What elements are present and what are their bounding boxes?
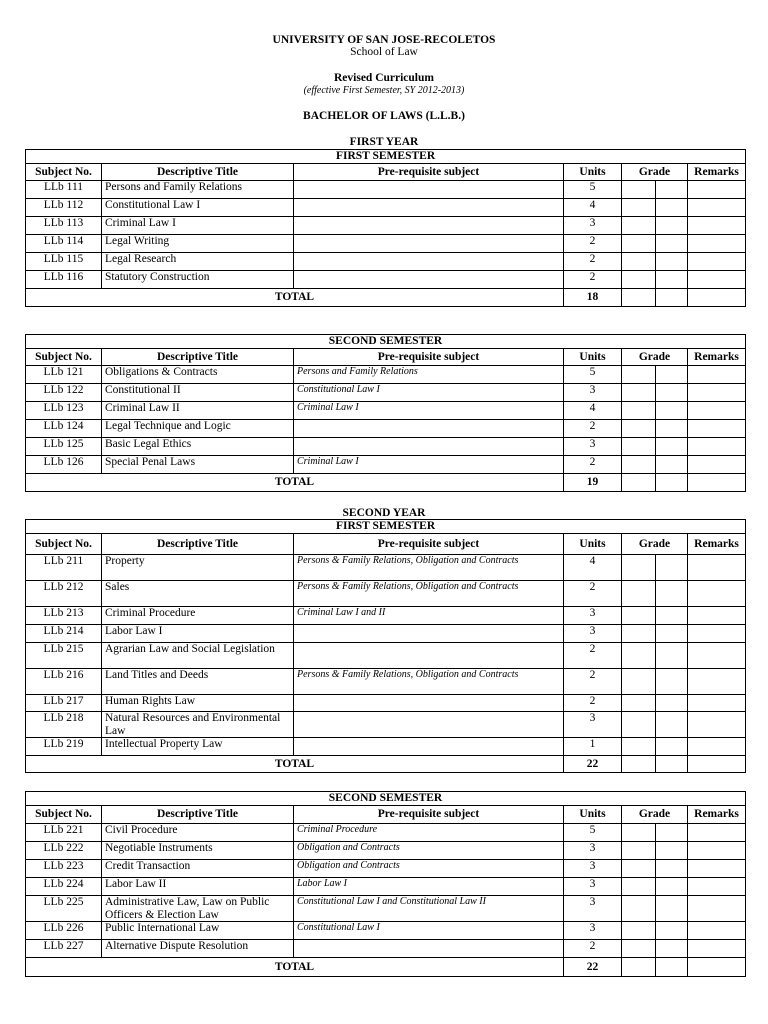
subject-code: LLb 222: [26, 842, 102, 860]
total-row: [26, 756, 746, 773]
subject-code: LLb 213: [26, 607, 102, 625]
table-row: [26, 181, 746, 199]
remarks-cell: [688, 940, 746, 958]
grade-cell: [622, 878, 656, 896]
total-units: 18: [564, 289, 622, 307]
col-subject-no: Subject No.: [26, 806, 102, 824]
units: 4: [564, 402, 622, 420]
prereq: [294, 625, 564, 643]
remarks-cell: [688, 217, 746, 235]
subject-title: Basic Legal Ethics: [102, 438, 294, 456]
grade-cell: [656, 235, 688, 253]
col-remarks: Remarks: [688, 806, 746, 824]
grade-cell: [622, 940, 656, 958]
table-row: [26, 217, 746, 235]
units: 2: [564, 456, 622, 474]
table-row: [26, 366, 746, 384]
subject-code: LLb 218: [26, 712, 102, 738]
total-row: [26, 474, 746, 492]
subject-title: Special Penal Laws: [102, 456, 294, 474]
grade-cell: [622, 756, 656, 773]
grade-cell: [656, 217, 688, 235]
grade-cell: [622, 695, 656, 712]
semester-label: SECOND SEMESTER: [26, 792, 746, 806]
prereq: [294, 712, 564, 738]
curriculum-table: [25, 334, 746, 492]
col-title: Descriptive Title: [102, 164, 294, 181]
col-grade: Grade: [622, 806, 688, 824]
col-subject-no: Subject No.: [26, 164, 102, 181]
col-title: Descriptive Title: [102, 349, 294, 366]
prereq: Obligation and Contracts: [294, 860, 564, 878]
grade-cell: [622, 958, 656, 977]
grade-cell: [622, 842, 656, 860]
table-row: [26, 922, 746, 940]
subject-title: Natural Resources and Environmental Law: [102, 712, 294, 738]
university-name: UNIVERSITY OF SAN JOSE-RECOLETOS: [272, 34, 496, 46]
total-label: TOTAL: [26, 756, 564, 773]
prereq: Persons and Family Relations: [294, 366, 564, 384]
grade-cell: [656, 607, 688, 625]
grade-cell: [656, 384, 688, 402]
units: 3: [564, 384, 622, 402]
units: 2: [564, 253, 622, 271]
grade-cell: [622, 420, 656, 438]
remarks-cell: [688, 366, 746, 384]
subject-code: LLb 221: [26, 824, 102, 842]
table-row: [26, 669, 746, 695]
grade-cell: [656, 181, 688, 199]
col-units: Units: [564, 806, 622, 824]
grade-cell: [656, 738, 688, 756]
table-row: [26, 199, 746, 217]
table-row: [26, 253, 746, 271]
prereq: [294, 235, 564, 253]
grade-cell: [622, 217, 656, 235]
grade-cell: [656, 842, 688, 860]
subject-title: Labor Law II: [102, 878, 294, 896]
subject-code: LLb 124: [26, 420, 102, 438]
table-row: [26, 581, 746, 607]
subject-title: Legal Research: [102, 253, 294, 271]
total-units: 19: [564, 474, 622, 492]
total-label: TOTAL: [26, 958, 564, 977]
table-row: [26, 384, 746, 402]
col-grade: Grade: [622, 534, 688, 555]
subject-title: Property: [102, 555, 294, 581]
table-row: [26, 896, 746, 922]
subject-code: LLb 227: [26, 940, 102, 958]
table-row: [26, 555, 746, 581]
table-row: [26, 438, 746, 456]
prereq: Persons & Family Relations, Obligation and Contracts: [294, 555, 564, 581]
units: 2: [564, 695, 622, 712]
grade-cell: [656, 271, 688, 289]
degree-title: BACHELOR OF LAWS (L.L.B.): [303, 110, 465, 122]
remarks-cell: [688, 474, 746, 492]
grade-cell: [656, 474, 688, 492]
subject-title: Constitutional II: [102, 384, 294, 402]
remarks-cell: [688, 456, 746, 474]
subject-code: LLb 217: [26, 695, 102, 712]
subject-title: Civil Procedure: [102, 824, 294, 842]
grade-cell: [656, 625, 688, 643]
remarks-cell: [688, 669, 746, 695]
grade-cell: [622, 235, 656, 253]
remarks-cell: [688, 555, 746, 581]
table-row: [26, 271, 746, 289]
curriculum-table: [25, 791, 746, 977]
semester-label: FIRST SEMESTER: [26, 520, 746, 534]
year-label: SECOND YEAR: [342, 507, 426, 519]
grade-cell: [622, 922, 656, 940]
remarks-cell: [688, 695, 746, 712]
table-row: [26, 235, 746, 253]
prereq: Constitutional Law I: [294, 922, 564, 940]
col-prereq: Pre-requisite subject: [294, 164, 564, 181]
prereq: Persons & Family Relations, Obligation and Contracts: [294, 581, 564, 607]
grade-cell: [622, 669, 656, 695]
subject-code: LLb 122: [26, 384, 102, 402]
grade-cell: [622, 824, 656, 842]
subject-code: LLb 214: [26, 625, 102, 643]
subject-title: Agrarian Law and Social Legislation: [102, 643, 294, 669]
prereq: Constitutional Law I and Constitutional Law II: [294, 896, 564, 922]
prereq: [294, 217, 564, 235]
units: 2: [564, 581, 622, 607]
subject-code: LLb 123: [26, 402, 102, 420]
remarks-cell: [688, 896, 746, 922]
table-row: [26, 695, 746, 712]
grade-cell: [622, 199, 656, 217]
subject-title: Legal Writing: [102, 235, 294, 253]
remarks-cell: [688, 235, 746, 253]
remarks-cell: [688, 625, 746, 643]
prereq: Persons & Family Relations, Obligation and Contracts: [294, 669, 564, 695]
prereq: Constitutional Law I: [294, 384, 564, 402]
effective-date: (effective First Semester, SY 2012-2013): [303, 85, 465, 96]
remarks-cell: [688, 438, 746, 456]
prereq: [294, 695, 564, 712]
grade-cell: [622, 555, 656, 581]
units: 2: [564, 669, 622, 695]
units: 3: [564, 438, 622, 456]
remarks-cell: [688, 581, 746, 607]
table-row: [26, 738, 746, 756]
remarks-cell: [688, 607, 746, 625]
table-row: [26, 402, 746, 420]
grade-cell: [656, 420, 688, 438]
col-remarks: Remarks: [688, 164, 746, 181]
grade-cell: [656, 695, 688, 712]
units: 2: [564, 420, 622, 438]
grade-cell: [656, 253, 688, 271]
subject-code: LLb 215: [26, 643, 102, 669]
units: 3: [564, 712, 622, 738]
col-grade: Grade: [622, 164, 688, 181]
grade-cell: [622, 271, 656, 289]
year-label: FIRST YEAR: [349, 136, 419, 148]
col-prereq: Pre-requisite subject: [294, 534, 564, 555]
remarks-cell: [688, 384, 746, 402]
units: 5: [564, 181, 622, 199]
units: 3: [564, 217, 622, 235]
subject-code: LLb 113: [26, 217, 102, 235]
units: 3: [564, 896, 622, 922]
grade-cell: [622, 474, 656, 492]
grade-cell: [656, 438, 688, 456]
table-row: [26, 625, 746, 643]
table-row: [26, 940, 746, 958]
table-row: [26, 420, 746, 438]
subject-title: Legal Technique and Logic: [102, 420, 294, 438]
total-units: 22: [564, 958, 622, 977]
total-row: [26, 958, 746, 977]
subject-code: LLb 126: [26, 456, 102, 474]
remarks-cell: [688, 824, 746, 842]
subject-code: LLb 212: [26, 581, 102, 607]
prereq: [294, 181, 564, 199]
units: 2: [564, 235, 622, 253]
units: 3: [564, 878, 622, 896]
subject-code: LLb 216: [26, 669, 102, 695]
prereq: Criminal Law I: [294, 456, 564, 474]
prereq: [294, 199, 564, 217]
units: 3: [564, 860, 622, 878]
grade-cell: [622, 402, 656, 420]
grade-cell: [656, 940, 688, 958]
col-remarks: Remarks: [688, 534, 746, 555]
subject-code: LLb 121: [26, 366, 102, 384]
prereq: [294, 253, 564, 271]
units: 3: [564, 625, 622, 643]
grade-cell: [656, 712, 688, 738]
subject-code: LLb 114: [26, 235, 102, 253]
subject-title: Persons and Family Relations: [102, 181, 294, 199]
subject-title: Human Rights Law: [102, 695, 294, 712]
curriculum-table: [25, 519, 746, 773]
remarks-cell: [688, 420, 746, 438]
table-row: [26, 860, 746, 878]
units: 3: [564, 922, 622, 940]
remarks-cell: [688, 738, 746, 756]
subject-title: Criminal Law I: [102, 217, 294, 235]
remarks-cell: [688, 289, 746, 307]
grade-cell: [622, 289, 656, 307]
grade-cell: [656, 878, 688, 896]
prereq: Criminal Procedure: [294, 824, 564, 842]
units: 4: [564, 555, 622, 581]
grade-cell: [622, 860, 656, 878]
grade-cell: [656, 958, 688, 977]
remarks-cell: [688, 181, 746, 199]
remarks-cell: [688, 842, 746, 860]
grade-cell: [656, 669, 688, 695]
subject-title: Constitutional Law I: [102, 199, 294, 217]
subject-title: Land Titles and Deeds: [102, 669, 294, 695]
subject-title: Labor Law I: [102, 625, 294, 643]
grade-cell: [656, 456, 688, 474]
subject-code: LLb 226: [26, 922, 102, 940]
remarks-cell: [688, 860, 746, 878]
table-row: [26, 607, 746, 625]
subject-code: LLb 125: [26, 438, 102, 456]
subject-code: LLb 115: [26, 253, 102, 271]
remarks-cell: [688, 712, 746, 738]
subject-code: LLb 224: [26, 878, 102, 896]
prereq: Obligation and Contracts: [294, 842, 564, 860]
col-units: Units: [564, 349, 622, 366]
col-title: Descriptive Title: [102, 806, 294, 824]
grade-cell: [656, 824, 688, 842]
col-title: Descriptive Title: [102, 534, 294, 555]
remarks-cell: [688, 878, 746, 896]
grade-cell: [622, 738, 656, 756]
subject-title: Statutory Construction: [102, 271, 294, 289]
prereq: [294, 940, 564, 958]
units: 3: [564, 607, 622, 625]
grade-cell: [656, 402, 688, 420]
grade-cell: [622, 643, 656, 669]
subject-code: LLb 112: [26, 199, 102, 217]
remarks-cell: [688, 271, 746, 289]
prereq: [294, 643, 564, 669]
grade-cell: [656, 581, 688, 607]
table-row: [26, 842, 746, 860]
table-row: [26, 824, 746, 842]
units: 1: [564, 738, 622, 756]
subject-title: Negotiable Instruments: [102, 842, 294, 860]
units: 3: [564, 842, 622, 860]
grade-cell: [622, 625, 656, 643]
subject-code: LLb 223: [26, 860, 102, 878]
remarks-cell: [688, 643, 746, 669]
curriculum-title: Revised Curriculum: [334, 72, 434, 84]
subject-title: Alternative Dispute Resolution: [102, 940, 294, 958]
col-grade: Grade: [622, 349, 688, 366]
grade-cell: [656, 860, 688, 878]
col-units: Units: [564, 164, 622, 181]
total-row: [26, 289, 746, 307]
grade-cell: [622, 896, 656, 922]
prereq: Labor Law I: [294, 878, 564, 896]
col-units: Units: [564, 534, 622, 555]
grade-cell: [656, 289, 688, 307]
total-units: 22: [564, 756, 622, 773]
grade-cell: [622, 581, 656, 607]
school-name: School of Law: [350, 46, 418, 58]
col-prereq: Pre-requisite subject: [294, 806, 564, 824]
subject-code: LLb 116: [26, 271, 102, 289]
grade-cell: [622, 181, 656, 199]
subject-title: Criminal Procedure: [102, 607, 294, 625]
prereq: [294, 438, 564, 456]
semester-label: SECOND SEMESTER: [26, 335, 746, 349]
grade-cell: [622, 456, 656, 474]
units: 5: [564, 366, 622, 384]
subject-code: LLb 211: [26, 555, 102, 581]
subject-code: LLb 225: [26, 896, 102, 922]
grade-cell: [622, 712, 656, 738]
grade-cell: [622, 607, 656, 625]
prereq: [294, 271, 564, 289]
col-subject-no: Subject No.: [26, 534, 102, 555]
total-label: TOTAL: [26, 474, 564, 492]
units: 2: [564, 271, 622, 289]
subject-title: Intellectual Property Law: [102, 738, 294, 756]
subject-code: LLb 111: [26, 181, 102, 199]
grade-cell: [656, 922, 688, 940]
grade-cell: [656, 756, 688, 773]
grade-cell: [622, 438, 656, 456]
units: 2: [564, 940, 622, 958]
table-row: [26, 878, 746, 896]
col-subject-no: Subject No.: [26, 349, 102, 366]
curriculum-table: [25, 149, 746, 307]
table-row: [26, 643, 746, 669]
grade-cell: [622, 366, 656, 384]
semester-label: FIRST SEMESTER: [26, 150, 746, 164]
units: 2: [564, 643, 622, 669]
prereq: Criminal Law I: [294, 402, 564, 420]
table-row: [26, 712, 746, 738]
col-remarks: Remarks: [688, 349, 746, 366]
prereq: [294, 420, 564, 438]
total-label: TOTAL: [26, 289, 564, 307]
subject-title: Credit Transaction: [102, 860, 294, 878]
remarks-cell: [688, 958, 746, 977]
grade-cell: [656, 555, 688, 581]
table-row: [26, 456, 746, 474]
units: 4: [564, 199, 622, 217]
grade-cell: [656, 199, 688, 217]
grade-cell: [622, 253, 656, 271]
col-prereq: Pre-requisite subject: [294, 349, 564, 366]
subject-title: Public International Law: [102, 922, 294, 940]
grade-cell: [656, 896, 688, 922]
subject-title: Administrative Law, Law on Public Officers & Election Law: [102, 896, 294, 922]
subject-title: Sales: [102, 581, 294, 607]
grade-cell: [622, 384, 656, 402]
subject-title: Criminal Law II: [102, 402, 294, 420]
units: 5: [564, 824, 622, 842]
prereq: Criminal Law I and II: [294, 607, 564, 625]
grade-cell: [656, 366, 688, 384]
remarks-cell: [688, 756, 746, 773]
remarks-cell: [688, 253, 746, 271]
subject-title: Obligations & Contracts: [102, 366, 294, 384]
prereq: [294, 738, 564, 756]
subject-code: LLb 219: [26, 738, 102, 756]
grade-cell: [656, 643, 688, 669]
remarks-cell: [688, 402, 746, 420]
remarks-cell: [688, 199, 746, 217]
remarks-cell: [688, 922, 746, 940]
